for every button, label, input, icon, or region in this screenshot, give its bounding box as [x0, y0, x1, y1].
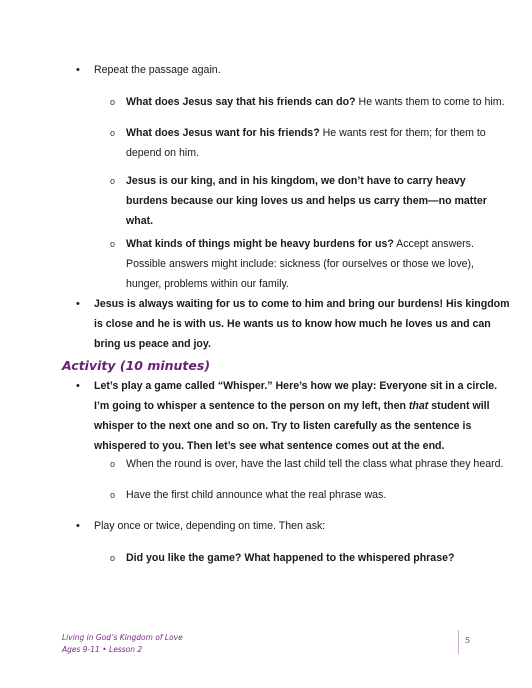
list-item-text: Repeat the passage again.	[94, 64, 221, 76]
sub-item-text	[126, 234, 474, 294]
instruction-text: I’m going to whisper a sentence to the person on my left, then	[94, 400, 409, 412]
sub-list-item	[110, 171, 487, 231]
sub-bullet-marker: o	[110, 128, 116, 138]
statement-line: Jesus is always waiting for us to come to him and bring our burdens! His kingdom	[94, 298, 510, 310]
sub-item-text: Have the first child announce what the real phrase was.	[126, 489, 387, 501]
statement-line: Jesus is our king, and in his kingdom, we don’t have to carry heavy	[126, 175, 466, 187]
answer-text: Accept answers.	[393, 238, 474, 250]
footer-title: Living in God’s Kingdom of Love	[62, 633, 183, 642]
footer-subtitle	[62, 644, 183, 656]
list-item	[76, 60, 221, 80]
sub-item-text	[126, 171, 487, 231]
footer-lesson: Lesson 2	[109, 645, 143, 654]
statement-line: what.	[126, 215, 154, 227]
footer-separator: •	[99, 645, 110, 654]
list-item-text	[94, 294, 510, 354]
sub-bullet-marker: o	[110, 459, 116, 469]
answer-text: depend on him.	[126, 147, 200, 159]
list-item	[76, 516, 325, 536]
answer-text: hunger, problems within our family.	[126, 278, 289, 290]
answer-text: He wants them to come to him.	[355, 96, 505, 108]
question-text: What does Jesus say that his friends can do?	[126, 96, 356, 108]
instruction-line: whisper to the next one and so on. Try to listen carefully as the sentence is	[94, 420, 472, 432]
list-item-text: Play once or twice, depending on time. Then ask:	[94, 520, 326, 532]
sub-item-text	[126, 92, 505, 112]
answer-text: Possible answers might include: sickness (for ourselves or those we love),	[126, 258, 474, 270]
statement-line: is close and he is with us. He wants us to know how much he loves us and can	[94, 318, 491, 330]
answer-text: He wants rest for them; for them to	[319, 127, 486, 139]
question-text: What kinds of things might be heavy burdens for us?	[126, 238, 394, 250]
sub-list-item	[110, 92, 505, 112]
footer-divider	[458, 630, 459, 654]
instruction-text: student will	[428, 400, 490, 412]
sub-bullet-marker: o	[110, 239, 116, 249]
sub-list-item	[110, 454, 503, 474]
footer-ages: Ages 9-11	[62, 645, 100, 654]
sub-bullet-marker: o	[110, 490, 116, 500]
sub-list-item	[110, 548, 454, 568]
list-item	[76, 376, 497, 456]
sub-bullet-marker: o	[110, 97, 116, 107]
sub-bullet-marker: o	[110, 176, 116, 186]
page-footer	[62, 632, 183, 656]
instruction-line	[94, 400, 490, 412]
sub-list-item	[110, 485, 386, 505]
sub-list-item	[110, 123, 486, 163]
bullet-marker: •	[76, 298, 80, 310]
bullet-marker: •	[76, 520, 80, 532]
sub-bullet-marker: o	[110, 553, 116, 563]
list-item-text	[94, 376, 497, 456]
bullet-marker: •	[76, 64, 80, 76]
sub-item-text: Did you like the game? What happened to the whispered phrase?	[126, 552, 455, 564]
sub-item-text: When the round is over, have the last child tell the class what phrase they heard.	[126, 458, 504, 470]
activity-heading: Activity (10 minutes)	[62, 358, 211, 373]
statement-line: bring us peace and joy.	[94, 338, 211, 350]
list-item	[76, 294, 510, 354]
bullet-marker: •	[76, 380, 80, 392]
statement-line: burdens because our king loves us and helps us carry them—no matter	[126, 195, 487, 207]
emphasis-text: that	[408, 400, 429, 412]
sub-item-text	[126, 123, 486, 163]
sub-list-item	[110, 234, 474, 294]
page-number: 5	[465, 636, 471, 645]
instruction-line: Let’s play a game called “Whisper.” Here’s how we play: Everyone sit in a circle.	[94, 380, 498, 392]
question-text: What does Jesus want for his friends?	[126, 127, 320, 139]
instruction-line: whispered to you. Then let’s see what sentence comes out at the end.	[94, 440, 445, 452]
